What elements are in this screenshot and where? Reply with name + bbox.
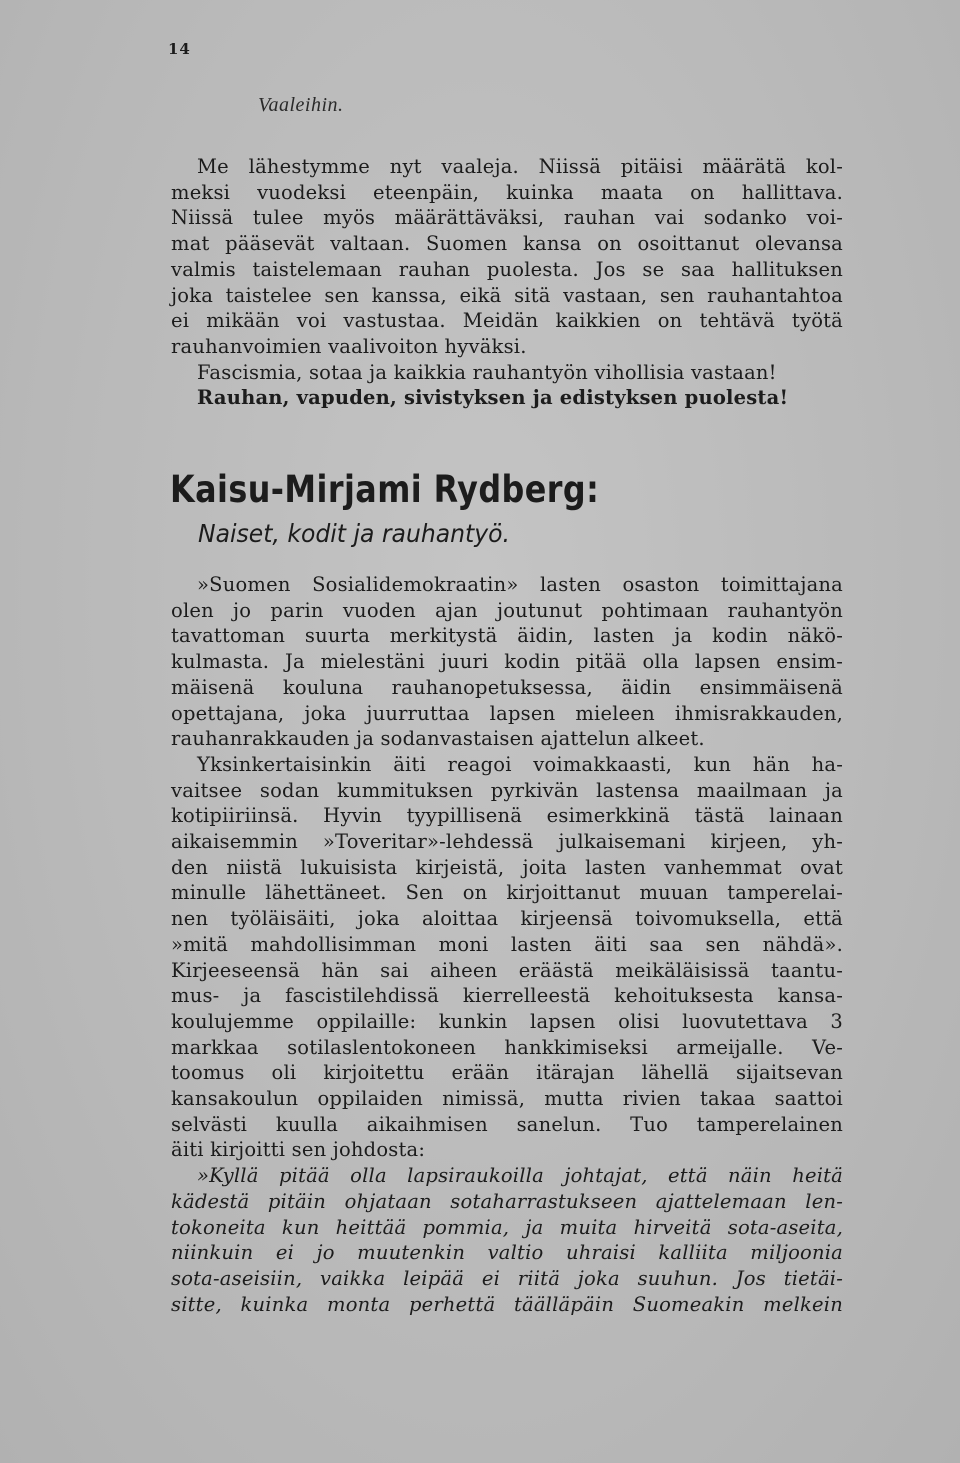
text-line: mat pääsevät valtaan. Suomen kansa on osoittanut olevansa xyxy=(171,232,843,256)
section-heading: Vaaleihin. xyxy=(258,94,344,116)
quote-line: sota-aseisiin, vaikka leipää ei riitä joka suuhun. Jos tietäi- xyxy=(171,1266,843,1290)
text-line: nen työläisäiti, joka aloittaa kirjeensä toivomuksella, että xyxy=(171,907,843,931)
text-line: »Suomen Sosialidemokraatin» lasten osaston toimittajana xyxy=(197,573,843,596)
text-line: rauhanrakkauden ja sodanvastaisen ajattelun alkeet. xyxy=(171,727,705,751)
text-line: olen jo parin vuoden ajan joutunut pohtimaan rauhantyön xyxy=(171,598,843,622)
quote-line: sitte, kuinka monta perhettä täälläpäin Suomeakin melkein xyxy=(171,1292,843,1316)
text-line: markkaa sotilaslentokoneen hankkimiseksi armeijalle. Ve- xyxy=(171,1035,843,1059)
article-title: Naiset, kodit ja rauhantyö. xyxy=(198,519,511,548)
text-line: tavattoman suurta merkitystä äidin, lasten ja kodin näkö- xyxy=(171,624,843,648)
quote-line: niinkuin ei jo muutenkin valtio uhraisi kalliita miljoonia xyxy=(171,1241,843,1265)
text-line: kotipiiriinsä. Hyvin tyypillisenä esimerkkinä tästä lainaan xyxy=(171,804,843,828)
text-line: meksi vuodeksi eteenpäin, kuinka maata on hallittava. xyxy=(171,180,843,204)
article-body xyxy=(171,572,843,1317)
page-number: 14 xyxy=(168,40,191,58)
text-line: rauhanvoimien vaalivoiton hyväksi. xyxy=(171,334,527,358)
text-line: mus- ja fascistilehdissä kierrelleestä kehoituksesta kansa- xyxy=(171,984,843,1008)
text-line: vaitsee sodan kummituksen pyrkivän lastensa maailmaan ja xyxy=(171,778,843,802)
text-line: Niissä tulee myös määrättäväksi, rauhan vai sodanko voi- xyxy=(171,206,843,230)
text-line: aikaisemmin »Toveritar»-lehdessä julkaisemani kirjeen, yh- xyxy=(171,830,843,854)
slogan-line: Fascismia, sotaa ja kaikkia rauhantyön vihollisia vastaan! xyxy=(197,360,777,384)
text-line: mäisenä kouluna rauhanopetuksessa, äidin ensimmäisenä xyxy=(171,675,843,699)
text-line: koulujemme oppilaille: kunkin lapsen olisi luovutettava 3 xyxy=(171,1009,843,1033)
article-author: Kaisu-Mirjami Rydberg: xyxy=(170,468,600,511)
text-line: toomus oli kirjoitettu erään itärajan lähellä sijaitsevan xyxy=(171,1061,843,1085)
quote-line: kädestä pitäin ohjataan sotaharrastukseen ajattelemaan len- xyxy=(171,1189,843,1213)
text-line: Yksinkertaisinkin äiti reagoi voimakkaasti, kun hän ha- xyxy=(197,752,843,776)
text-line: Kirjeeseensä hän sai aiheen eräästä meikäläisissä taantu- xyxy=(171,958,843,982)
election-section xyxy=(171,154,843,411)
article-paragraph xyxy=(171,572,843,1163)
text-line: minulle lähettäneet. Sen on kirjoittanut muuan tamperelai- xyxy=(171,881,843,905)
text-line: joka taistelee sen kanssa, eikä sitä vastaan, sen rauhantahtoa xyxy=(171,283,843,307)
text-line: selvästi kuulla aikaihmisen sanelun. Tuo tamperelainen xyxy=(171,1112,843,1136)
text-line: opettajana, joka juurruttaa lapsen mieleen ihmisrakkauden, xyxy=(171,701,843,725)
text-line: äiti kirjoitti sen johdosta: xyxy=(171,1138,426,1162)
election-paragraph xyxy=(171,154,843,411)
quote-line: »Kyllä pitää olla lapsiraukoilla johtajat, että näin heitä xyxy=(197,1164,843,1188)
text-line: kulmasta. Ja mielestäni juuri kodin pitää olla lapsen ensim- xyxy=(171,650,843,674)
text-line: Me lähestymme nyt vaaleja. Niissä pitäisi määrätä kol- xyxy=(197,155,843,178)
text-line: »mitä mahdollisimman moni lasten äiti saa sen nähdä». xyxy=(171,932,843,956)
slogan-bold-line: Rauhan, vapuden, sivistyksen ja edistyksen puolesta! xyxy=(197,386,789,410)
quoted-letter xyxy=(171,1163,843,1317)
text-line: valmis taistelemaan rauhan puolesta. Jos se saa hallituksen xyxy=(171,257,843,281)
text-line: kansakoulun oppilaiden nimissä, mutta rivien takaa saattoi xyxy=(171,1087,843,1111)
quote-line: tokoneita kun heittää pommia, ja muita hirveitä sota-aseita, xyxy=(171,1215,843,1239)
text-line: ei mikään voi vastustaa. Meidän kaikkien on tehtävä työtä xyxy=(171,309,843,333)
text-line: den niistä lukuisista kirjeistä, joita lasten vanhemmat ovat xyxy=(171,855,843,879)
